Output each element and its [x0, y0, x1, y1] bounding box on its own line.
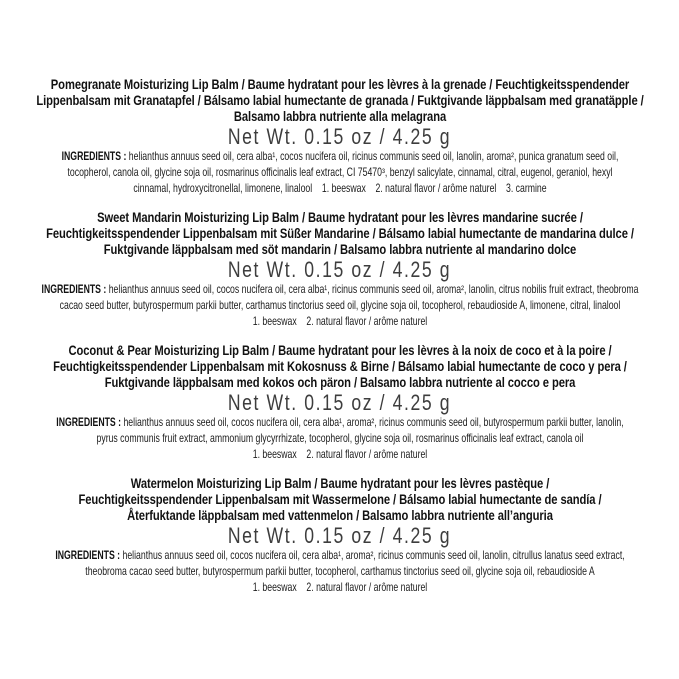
product-title-line: Feuchtigkeitsspendender Lippenbalsam mit Wassermelone / Bálsamo labial humectante de sandía / [77, 491, 602, 507]
ingredients-list [0, 415, 679, 463]
product-title [0, 475, 679, 523]
ingredients-line: cacao seed butter, butyrospermum parkii butter, carthamus tinctorius seed oil, glycine soja oil, tocopherol, rebaudioside A, limonene, citral, linalool [59, 299, 620, 312]
product-title-line: Balsamo labbra nutriente alla melagrana [233, 108, 446, 124]
ingredients-text: helianthus annuus seed oil, cocos nucifera oil, cera alba¹, aroma², ricinus communis seed oil, butyrospermum parkii butter, lanolin, [120, 416, 624, 429]
ingredients-line: 1. beeswax 2. natural flavor / arôme naturel [252, 581, 427, 594]
product-title-line: Watermelon Moisturizing Lip Balm / Baume hydratant pour les lèvres pastèque / [130, 475, 549, 491]
ingredients-line: 1. beeswax 2. natural flavor / arôme naturel [252, 315, 427, 328]
product-section-watermelon [0, 475, 679, 596]
product-title-line: Lippenbalsam mit Granatapfel / Bálsamo labial humectante de granada / Fuktgivande läppbalsam med granatäpple / [35, 92, 644, 108]
ingredients-list [0, 282, 679, 330]
net-weight: Net Wt. 0.15 oz / 4.25 g [227, 523, 452, 548]
ingredients-text: helianthus annuus seed oil, cera alba¹, cocos nucifera oil, ricinus communis seed oil, lanolin, aroma², punica granatum seed oil, [125, 150, 618, 163]
product-title-line: Fuktgivande läppbalsam med kokos och päron / Balsamo labbra nutriente al cocco e pera [104, 374, 575, 390]
ingredients-line [0, 548, 679, 564]
ingredients-line: theobroma cacao seed butter, butyrospermum parkii butter, tocopherol, carthamus tinctorius seed oil, glycine soja oil, rebaudioside A [84, 565, 595, 578]
ingredients-list [0, 548, 679, 596]
net-weight: Net Wt. 0.15 oz / 4.25 g [227, 257, 452, 282]
ingredients-line: cinnamal, hydroxycitronellal, limonene, linalool 1. beeswax 2. natural flavor / arôme naturel 3. carmine [132, 182, 547, 195]
product-title-line: Feuchtigkeitsspendender Lippenbalsam mit Kokosnuss & Birne / Bálsamo labial humectante de coco y pera / [52, 358, 627, 374]
product-title-line: Coconut & Pear Moisturizing Lip Balm / Baume hydratant pour les lèvres à la noix de coco et à la poire / [67, 342, 612, 358]
net-weight: Net Wt. 0.15 oz / 4.25 g [227, 390, 452, 415]
ingredients-line [0, 282, 679, 298]
product-title [0, 76, 679, 124]
ingredients-label: INGREDIENTS : [55, 416, 121, 429]
ingredients-line: tocopherol, canola oil, glycine soja oil, rosmarinus officinalis leaf extract, CI 75470³, benzyl salicylate, cinnamal, citral, eugenol, geraniol, hexyl [66, 166, 613, 179]
ingredients-line [0, 149, 679, 165]
ingredients-label: INGREDIENTS : [41, 283, 106, 296]
ingredients-text: helianthus annuus seed oil, cocos nucifera oil, cera alba¹, aroma², ricinus communis seed oil, lanolin, citrullus lanatus seed extract, [119, 549, 625, 562]
ingredients-line [0, 415, 679, 431]
product-title [0, 342, 679, 390]
net-weight: Net Wt. 0.15 oz / 4.25 g [227, 124, 452, 149]
product-title [0, 209, 679, 257]
product-title-line: Feuchtigkeitsspendender Lippenbalsam mit Süßer Mandarine / Bálsamo labial humectante de mandarina dulce / [45, 225, 634, 241]
product-section-pomegranate [0, 76, 679, 197]
product-section-sweet-mandarin [0, 209, 679, 330]
ingredients-list [0, 149, 679, 197]
product-title-line: Fuktgivande läppbalsam med söt mandarin / Balsamo labbra nutriente al mandarino dolce [103, 241, 576, 257]
ingredients-text: helianthus annuus seed oil, cocos nucifera oil, cera alba¹, ricinus communis seed oil, aroma², lanolin, citrus nobilis fruit extract, theobroma [105, 283, 638, 296]
ingredients-line: pyrus communis fruit extract, ammonium glycyrrhizate, tocopherol, glycine soja oil, rosmarinus officinalis leaf extract, canola oil [96, 432, 583, 445]
product-section-coconut-pear [0, 342, 679, 463]
product-title-line: Pomegranate Moisturizing Lip Balm / Baume hydratant pour les lèvres à la grenade / Feuchtigkeitsspendender [50, 76, 629, 92]
ingredients-label: INGREDIENTS : [61, 150, 126, 163]
ingredients-label: INGREDIENTS : [54, 549, 120, 562]
ingredients-line: 1. beeswax 2. natural flavor / arôme naturel [252, 448, 427, 461]
product-title-line: Sweet Mandarin Moisturizing Lip Balm / Baume hydratant pour les lèvres mandarine sucrée / [96, 209, 583, 225]
product-title-line: Återfuktande läppbalsam med vattenmelon / Balsamo labbra nutriente all’anguria [126, 507, 553, 523]
